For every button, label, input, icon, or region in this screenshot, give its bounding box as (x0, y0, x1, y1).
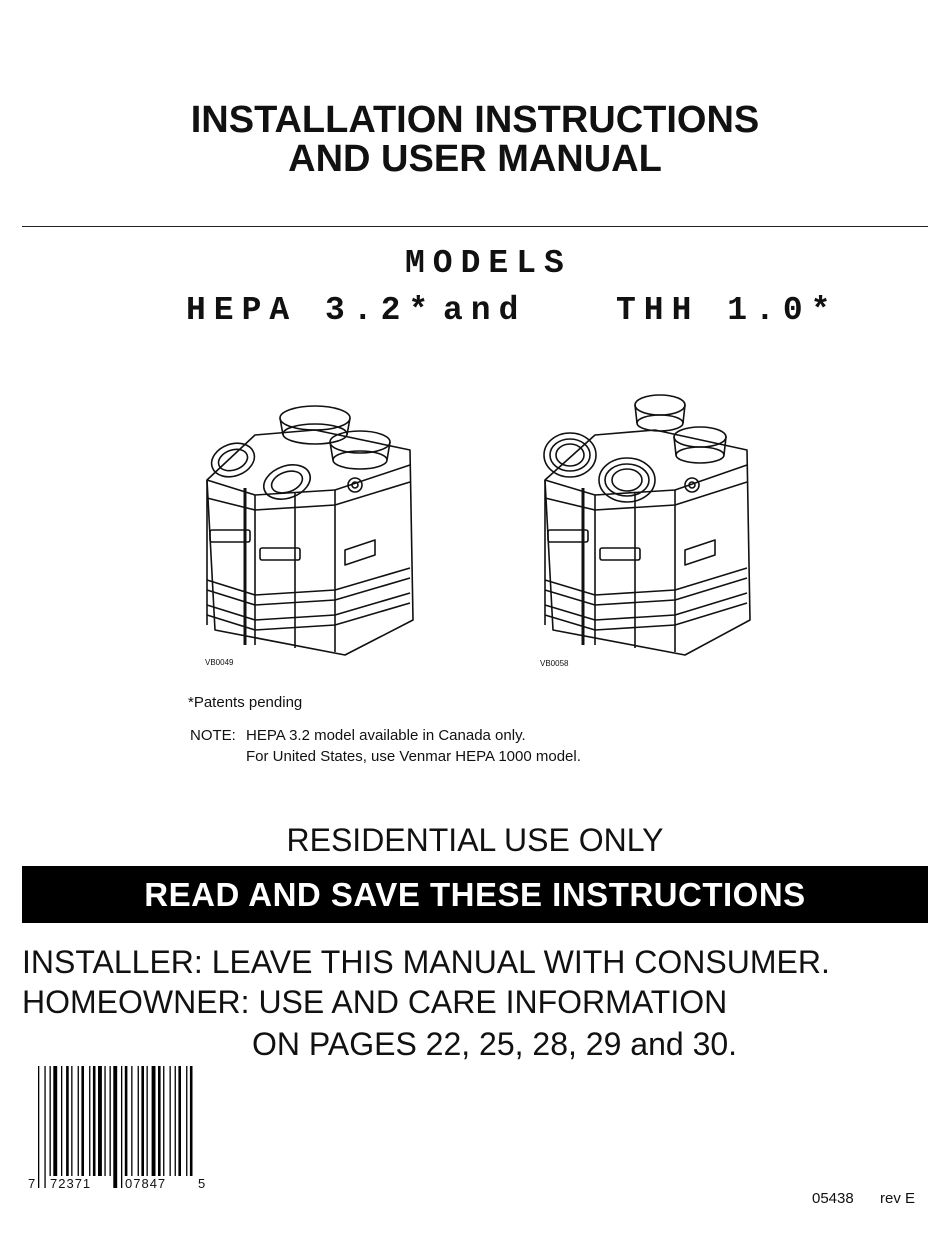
note-label: NOTE: (190, 727, 236, 744)
barcode-bar (93, 1066, 96, 1176)
barcode-bar (53, 1066, 57, 1176)
patents-note: *Patents pending (188, 694, 303, 711)
care-pages-reference: ON PAGES 22, 25, 28, 29 and 30. (252, 1026, 738, 1062)
barcode-bar (38, 1066, 39, 1188)
upc-barcode (28, 1066, 208, 1188)
read-and-save-banner: READ AND SAVE THESE INSTRUCTIONS (22, 866, 928, 923)
barcode-bar (110, 1066, 111, 1176)
barcode-bar (104, 1066, 105, 1176)
barcode-right-group: 07847 (125, 1176, 167, 1191)
barcode-bar (81, 1066, 84, 1176)
figure-caption-2: VB0058 (540, 659, 569, 668)
barcode-bar (178, 1066, 181, 1176)
note-line-2: For United States, use Venmar HEPA 1000 model. (246, 748, 581, 765)
barcode-digit-first: 7 (28, 1176, 36, 1191)
barcode-bar (163, 1066, 164, 1176)
models-heading: MODELS (405, 245, 572, 282)
models-connector: and (443, 292, 527, 329)
barcode-left-group: 72371 (50, 1176, 92, 1191)
residential-use-notice: RESIDENTIAL USE ONLY (286, 822, 664, 858)
hepa-unit-illustration (195, 390, 425, 665)
barcode-bar (121, 1066, 122, 1188)
barcode-bar (50, 1066, 51, 1176)
barcode-bar (98, 1066, 102, 1176)
barcode-bar (158, 1066, 161, 1176)
barcode-bar (71, 1066, 72, 1176)
figure-caption-1: VB0049 (205, 658, 234, 667)
barcode-bar (190, 1066, 193, 1176)
document-revision: rev E (880, 1190, 916, 1207)
barcode-bar (125, 1066, 128, 1176)
barcode-bar (175, 1066, 176, 1176)
barcode-bar (113, 1066, 117, 1188)
title-line-1: INSTALLATION INSTRUCTIONS (190, 99, 760, 141)
model-thh: THH 1.0* (616, 292, 839, 329)
divider (22, 226, 928, 227)
barcode-bar (66, 1066, 69, 1176)
document-number: 05438 (812, 1190, 854, 1207)
barcode-bar (147, 1066, 148, 1176)
barcode-bar (170, 1066, 171, 1176)
homeowner-instruction: HOMEOWNER: USE AND CARE INFORMATION (22, 984, 728, 1020)
thh-unit-illustration (535, 385, 765, 665)
barcode-bar (141, 1066, 144, 1176)
barcode-bar (138, 1066, 139, 1176)
barcode-bar (186, 1066, 187, 1176)
title-line-2: AND USER MANUAL (288, 138, 662, 180)
barcode-bar (152, 1066, 156, 1176)
barcode-digit-last: 5 (198, 1176, 206, 1191)
barcode-bar (78, 1066, 79, 1176)
barcode-bar (131, 1066, 132, 1176)
installer-instruction: INSTALLER: LEAVE THIS MANUAL WITH CONSUMER. (22, 944, 830, 980)
barcode-bar (89, 1066, 90, 1176)
barcode-bar (61, 1066, 62, 1176)
barcode-bar (44, 1066, 45, 1188)
model-hepa: HEPA 3.2* (186, 292, 437, 329)
note-line-1: HEPA 3.2 model available in Canada only. (246, 727, 526, 744)
